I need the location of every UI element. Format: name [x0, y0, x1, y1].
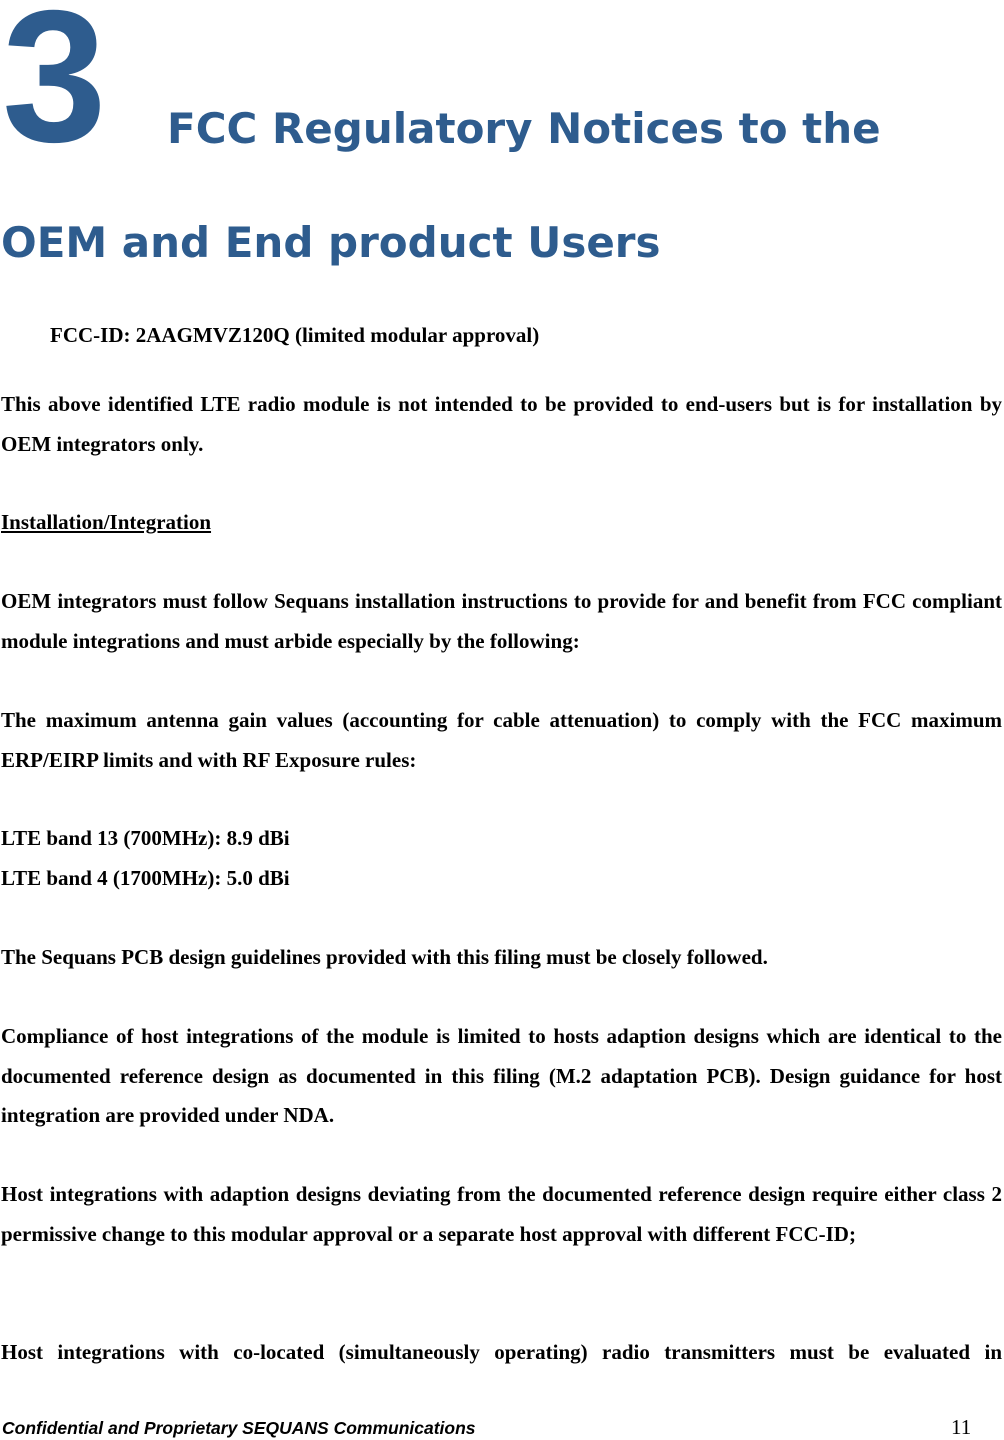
band13-line: LTE band 13 (700MHz): 8.9 dBi [1, 826, 290, 850]
band4-line: LTE band 4 (1700MHz): 5.0 dBi [1, 866, 290, 890]
page-number: 11 [951, 1415, 972, 1439]
footer-confidential: Confidential and Proprietary SEQUANS Communications [2, 1418, 476, 1438]
section-heading: Installation/Integration [1, 510, 212, 534]
fcc-id-line: FCC-ID: 2AAGMVZ120Q (limited modular approval) [50, 323, 540, 347]
pcb-guidelines-paragraph: The Sequans PCB design guidelines provided with this filing must be closely followed. [1, 945, 768, 969]
chapter-title-line-1: FCC Regulatory Notices to the [167, 104, 881, 153]
chapter-title-line-2: OEM and End product Users [1, 218, 661, 267]
deviating-paragraph: Host integrations with adaption designs deviating from the documented reference design require either class 2 permissive change to this modular approval or a separate host approval with different FCC-ID; [1, 1182, 1002, 1246]
antenna-gain-paragraph: The maximum antenna gain values (accounting for cable attenuation) to comply with the FCC maximum ERP/EIRP limits and with RF Exposure rules: [1, 708, 1002, 772]
compliance-paragraph: Compliance of host integrations of the module is limited to hosts adaption designs which are identical to the documented reference design as documented in this filing (M.2 adaptation PCB). Design guidance for host integration are provided under NDA. [1, 1024, 1002, 1127]
oem-follow-paragraph: OEM integrators must follow Sequans installation instructions to provide for and benefit from FCC compliant module integrations and must arbide especially by the following: [1, 589, 1002, 653]
colocated-paragraph: Host integrations with co-located (simultaneously operating) radio transmitters must be evaluated in [1, 1340, 1002, 1364]
intro-paragraph: This above identified LTE radio module is not intended to be provided to end-users but is for installation by OEM integrators only. [1, 392, 1002, 456]
chapter-number: 3 [2, 0, 107, 181]
